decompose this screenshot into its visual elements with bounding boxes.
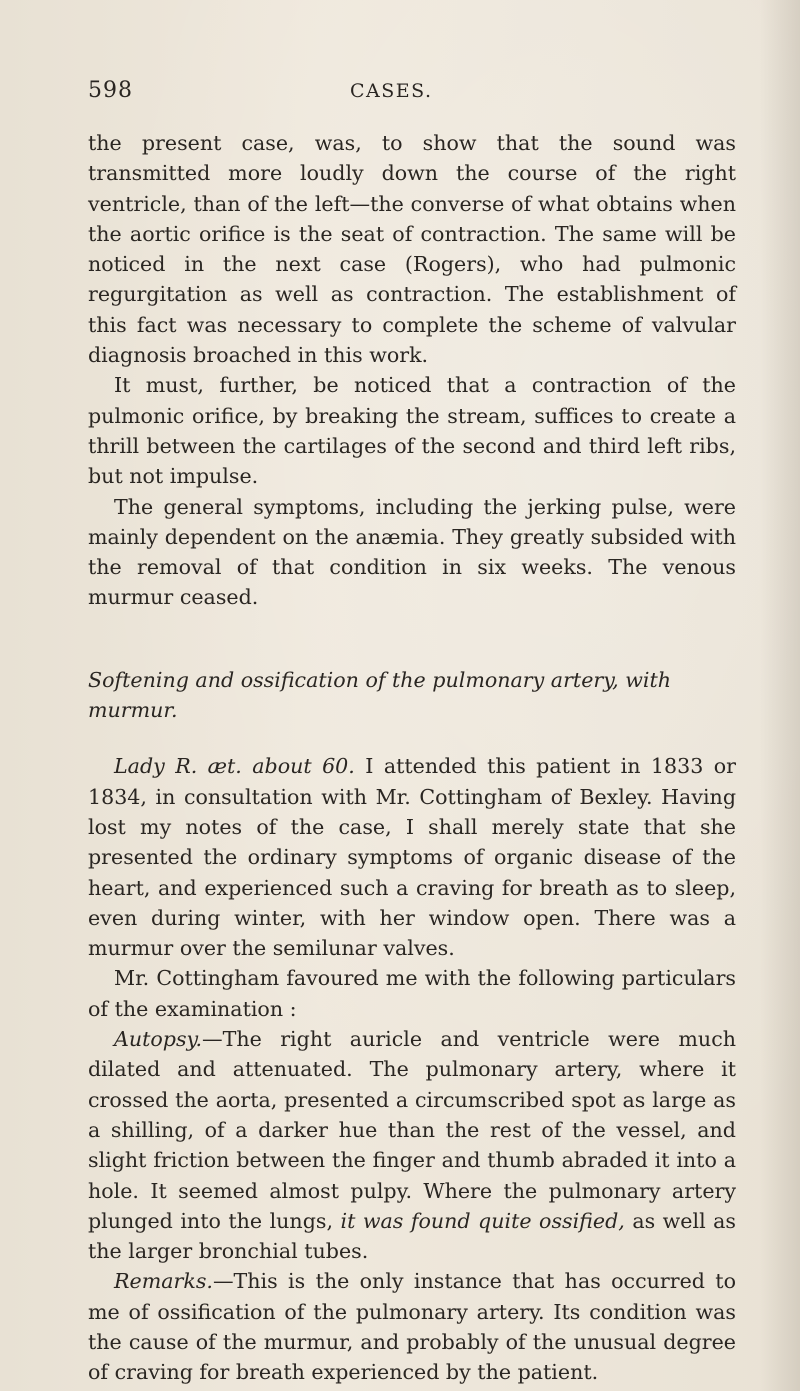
autopsy-text: —The right auricle and ventricle were much dilated and attenuated. The pulmonary artery, where it crossed the aorta, presented a circumscribed spot as large as a shilling, of a darker hue than the rest of the vessel, and slight friction between the finger and thumb abraded it into a hole. It seemed almost pulpy. Where the pulmonary artery plunged into the lungs, [88,1027,736,1233]
remarks-text: —This is the only instance that has occurred to me of ossification of the pulmonary artery. Its condition was the cause of the murmur, and probably of the unusual degree of craving for breath experienced by the patient. [88,1269,736,1385]
section-heading: Softening and ossification of the pulmonary artery, with murmur. [88,667,671,723]
page-number: 598 [88,78,133,103]
paragraph-general-symptoms: The general symptoms, including the jerking pulse, were mainly dependent on the anæmia. They greatly subsided with the removal of that condition in six weeks. The venous murmur ceased. [88,494,736,610]
page-body [88,128,736,1388]
autopsy-label: Autopsy. [114,1027,203,1052]
paragraph-examination-intro: Mr. Cottingham favoured me with the following particulars of the examination : [88,966,736,1021]
running-head: CASES. [350,80,433,102]
page-header [88,78,728,108]
paragraph-thrill: It must, further, be noticed that a contraction of the pulmonic orifice, by breaking the stream, suffices to create a thrill between the cartilages of the second and third left ribs, but not impulse. [88,373,736,489]
paragraph-remarks [88,1266,736,1387]
case-name: Lady R. æt. about 60. [114,754,355,779]
page-edge-shadow [760,0,800,1391]
case-description: I attended this patient in 1833 or 1834, in consultation with Mr. Cottingham of Bexley. Having lost my notes of the case, I shall merely state that she presented the ordinary symptoms of organic disease of the heart, and experienced such a craving for breath as to sleep, even during winter, with her window open. There was a murmur over the semilunar valves. [88,754,736,961]
autopsy-italic-text: it was found quite ossified, [340,1208,625,1233]
autopsy-text-end: as well as the larger bronchial tubes. [88,1208,736,1264]
remarks-label: Remarks. [114,1269,213,1294]
paragraph-autopsy [88,1024,736,1266]
paragraph-lady-r [88,751,736,963]
paragraph-continuation: the present case, was, to show that the sound was transmitted more loudly down the course of the right ventricle, than of the left—the converse of what obtains when the aortic orifice is the seat of contraction. The same will be noticed in the next case (Rogers), who had pulmonic regurgitation as well as contraction. The establishment of this fact was necessary to complete the scheme of valvular diagnosis broached in this work. [88,131,736,368]
